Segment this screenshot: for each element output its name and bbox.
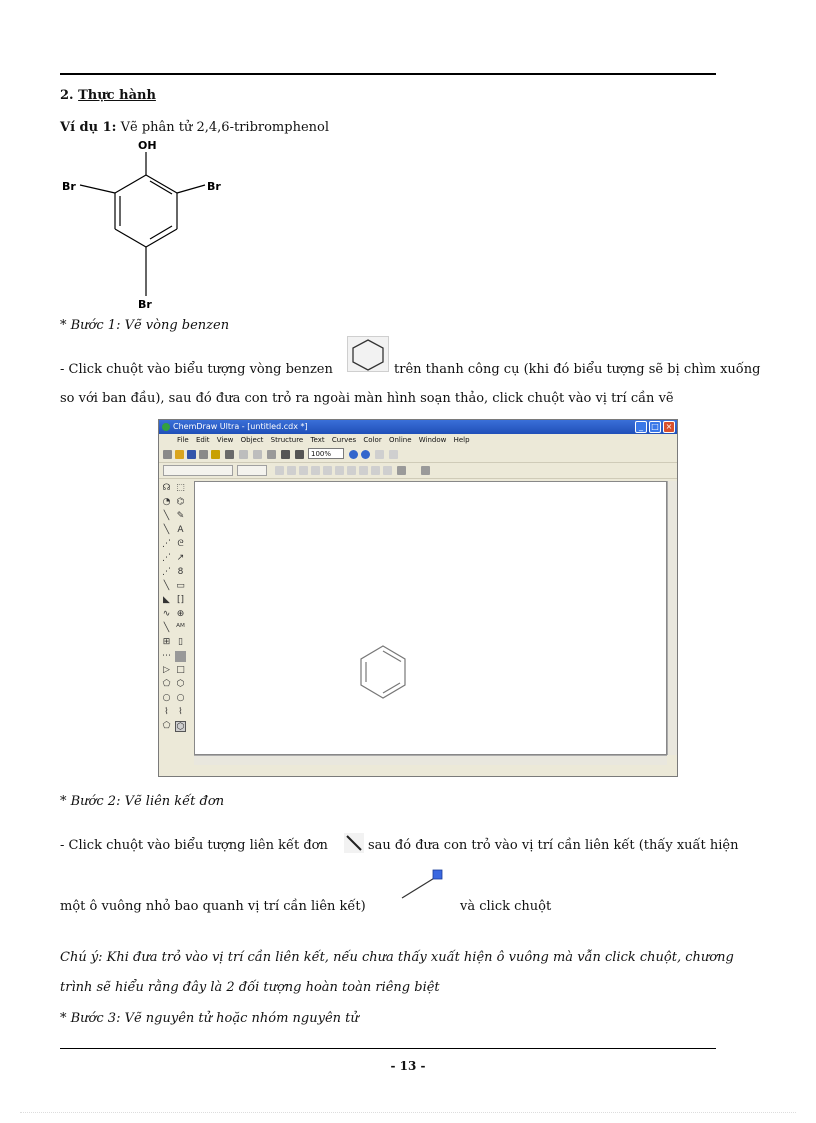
wavy-bond-tool-icon[interactable]: ∿ bbox=[162, 609, 171, 619]
step3-title: * Bước 3: Vẽ nguyên tử hoặc nhóm nguyên tử bbox=[60, 1011, 359, 1026]
pen-tool-icon[interactable]: ᘓ bbox=[177, 539, 184, 549]
query-tool-icon[interactable]: ᴬᴹ bbox=[176, 623, 185, 633]
copy-icon[interactable] bbox=[267, 450, 276, 459]
horizontal-scrollbar[interactable] bbox=[194, 755, 667, 765]
help-icon[interactable] bbox=[211, 450, 220, 459]
footer-rule bbox=[60, 1048, 716, 1049]
mol-br-right-label: Br bbox=[207, 180, 221, 193]
drawing-elements-tool-icon[interactable]: ▭ bbox=[176, 581, 185, 591]
rotate-tool-icon[interactable]: ◔ bbox=[162, 497, 171, 507]
drawing-canvas[interactable] bbox=[194, 481, 667, 755]
template-palette-icon[interactable] bbox=[175, 651, 186, 662]
menu-file[interactable]: File bbox=[177, 436, 189, 444]
step1-text-after: trên thanh công cụ (khi đó biểu tượng sẽ bị chìm xuống bbox=[394, 362, 761, 377]
step2-line2-after: và click chuột bbox=[460, 899, 552, 914]
template-tool-icon[interactable]: ⌬ bbox=[176, 497, 185, 507]
charge-tool-icon[interactable]: ⊕ bbox=[176, 609, 185, 619]
bond-square-demo-icon bbox=[398, 868, 448, 904]
chair-tool-1-icon[interactable]: ⌇ bbox=[164, 707, 169, 717]
vertical-scrollbar[interactable] bbox=[667, 481, 677, 755]
new-doc-icon[interactable] bbox=[163, 450, 172, 459]
benzene-tool-icon[interactable]: ⬡ bbox=[176, 722, 185, 732]
main-toolbar bbox=[159, 447, 677, 463]
bold-bond-tool-icon[interactable]: ╲ bbox=[163, 581, 170, 591]
bold-icon[interactable] bbox=[323, 466, 332, 475]
window-title: ChemDraw Ultra - [untitled.cdx *] bbox=[173, 422, 308, 431]
view-icon[interactable] bbox=[375, 450, 384, 459]
cut-icon[interactable] bbox=[253, 450, 262, 459]
zoom-select[interactable]: 100% bbox=[308, 448, 344, 459]
example-label: Ví dụ 1: bbox=[60, 120, 117, 135]
text-tool-icon[interactable]: A bbox=[177, 525, 184, 535]
open-folder-icon[interactable] bbox=[175, 450, 184, 459]
size-select[interactable] bbox=[237, 465, 267, 476]
step1-line2: so với ban đầu), sau đó đưa con trỏ ra ngoài màn hình soạn thảo, click chuột vào vị trí cần vẽ bbox=[60, 391, 674, 406]
section-number: 2. bbox=[60, 88, 74, 103]
italic-icon[interactable] bbox=[335, 466, 344, 475]
style-icon[interactable] bbox=[421, 466, 430, 475]
menu-online[interactable]: Online bbox=[388, 436, 412, 444]
example-line bbox=[60, 120, 329, 135]
align-center-icon[interactable] bbox=[287, 466, 296, 475]
single-bond-icon bbox=[344, 833, 364, 853]
section-heading bbox=[60, 88, 156, 103]
eraser-tool-icon[interactable]: ✎ bbox=[176, 511, 185, 521]
dashed-bond-tool-icon[interactable]: ⋰ bbox=[162, 539, 171, 549]
menu-text[interactable]: Text bbox=[310, 436, 325, 444]
color-icon[interactable] bbox=[397, 466, 406, 475]
cyclobutane-tool-icon[interactable]: □ bbox=[176, 665, 185, 675]
menu-bar bbox=[159, 434, 677, 446]
chemdraw-app-icon bbox=[162, 423, 170, 431]
step2-line2-before: một ô vuông nhỏ bao quanh vị trí cần liên kết) bbox=[60, 899, 366, 914]
mol-br-left-label: Br bbox=[62, 180, 76, 193]
zoom-in-icon[interactable] bbox=[349, 450, 358, 459]
check-icon[interactable] bbox=[389, 450, 398, 459]
menu-window[interactable]: Window bbox=[418, 436, 447, 444]
cycloheptane-tool-icon[interactable]: ○ bbox=[162, 693, 171, 703]
subscript-icon[interactable] bbox=[359, 466, 368, 475]
example-text: Vẽ phân tử 2,4,6-tribromphenol bbox=[120, 120, 330, 135]
minimize-button[interactable]: _ bbox=[635, 421, 647, 433]
mol-oh-label: OH bbox=[138, 139, 157, 152]
mol-br-bottom-label: Br bbox=[138, 298, 152, 311]
arrow-tool-icon[interactable]: ↗ bbox=[176, 553, 185, 563]
align-left-icon[interactable] bbox=[275, 466, 284, 475]
menu-structure[interactable]: Structure bbox=[270, 436, 304, 444]
paste-icon[interactable] bbox=[281, 450, 290, 459]
undo-icon[interactable] bbox=[225, 450, 234, 459]
step2-text-after: sau đó đưa con trỏ vào vị trí cần liên kết (thấy xuất hiện bbox=[368, 838, 739, 853]
clipboard-icon[interactable] bbox=[295, 450, 304, 459]
page-edge bbox=[20, 1112, 796, 1113]
underline-icon[interactable] bbox=[347, 466, 356, 475]
zoom-out-icon[interactable] bbox=[361, 450, 370, 459]
canvas-benzene-ring bbox=[353, 642, 413, 702]
step2-text-before: - Click chuột vào biểu tượng liên kết đơn bbox=[60, 838, 328, 853]
table-tool-icon[interactable]: ⊞ bbox=[162, 637, 171, 647]
save-icon[interactable] bbox=[187, 450, 196, 459]
cyclopentane-tool-icon[interactable]: ⬠ bbox=[162, 679, 171, 689]
formula-icon[interactable] bbox=[383, 466, 392, 475]
cyclooctane-tool-icon[interactable]: ○ bbox=[176, 693, 185, 703]
menu-object[interactable]: Object bbox=[240, 436, 264, 444]
chair-tool-2-icon[interactable]: ⌇ bbox=[178, 707, 183, 717]
step2-title: * Bước 2: Vẽ liên kết đơn bbox=[60, 794, 225, 809]
menu-curves[interactable]: Curves bbox=[331, 436, 357, 444]
hashed-wedge-tool-icon[interactable]: ⋰ bbox=[162, 567, 171, 577]
lasso-tool-icon[interactable]: ☊ bbox=[162, 483, 171, 493]
menu-help[interactable]: Help bbox=[453, 436, 470, 444]
redo-icon[interactable] bbox=[239, 450, 248, 459]
step1-title: * Bước 1: Vẽ vòng benzen bbox=[60, 318, 230, 333]
single-bond-tool-icon[interactable]: ╲ bbox=[163, 511, 170, 521]
cyclohexane-tool-icon[interactable]: ⬡ bbox=[176, 679, 185, 689]
justify-icon[interactable] bbox=[311, 466, 320, 475]
chemdraw-screenshot bbox=[158, 419, 678, 777]
print-icon[interactable] bbox=[199, 450, 208, 459]
multiple-bond-tool-icon[interactable]: ╲ bbox=[163, 525, 170, 535]
menu-color[interactable]: Color bbox=[363, 436, 382, 444]
close-button[interactable]: × bbox=[663, 421, 675, 433]
orbital-tool-icon[interactable]: 8 bbox=[177, 567, 184, 577]
step1-text-before: - Click chuột vào biểu tượng vòng benzen bbox=[60, 362, 333, 377]
menu-view[interactable]: View bbox=[216, 436, 234, 444]
font-select[interactable] bbox=[163, 465, 233, 476]
bracket-tool-icon[interactable]: [] bbox=[176, 595, 185, 605]
page-number: - 13 - bbox=[390, 1059, 426, 1073]
wedge-bond-tool-icon[interactable]: ◣ bbox=[163, 595, 170, 605]
marquee-tool-icon[interactable]: ⬚ bbox=[176, 483, 185, 493]
note-line2: trình sẽ hiểu rằng đây là 2 đối tượng hoàn toàn riêng biệt bbox=[60, 980, 440, 995]
format-toolbar bbox=[159, 463, 677, 479]
menu-edit[interactable]: Edit bbox=[195, 436, 210, 444]
superscript-icon[interactable] bbox=[371, 466, 380, 475]
hashed-bond-tool-icon[interactable]: ⋰ bbox=[162, 553, 171, 563]
plain-bond-tool-icon[interactable]: ╲ bbox=[163, 623, 170, 633]
benzene-ring-icon bbox=[347, 336, 389, 372]
mol-bonds bbox=[80, 152, 205, 296]
align-right-icon[interactable] bbox=[299, 466, 308, 475]
header-rule bbox=[60, 73, 716, 75]
note-line1: Chú ý: Khi đưa trỏ vào vị trí cần liên kết, nếu chưa thấy xuất hiện ô vuông mà vẫn click chuột, chương bbox=[60, 950, 734, 965]
tlc-tool-icon[interactable]: ▯ bbox=[178, 637, 183, 647]
section-title: Thực hành bbox=[78, 88, 156, 103]
cyclopentadiene-tool-icon[interactable]: ⬠ bbox=[162, 721, 171, 731]
window-titlebar bbox=[159, 420, 677, 434]
chain-tool-icon[interactable]: ⋯ bbox=[162, 651, 171, 661]
tribromophenol-structure bbox=[60, 138, 230, 313]
tool-palette bbox=[161, 483, 191, 743]
maximize-button[interactable]: □ bbox=[649, 421, 661, 433]
cyclopropane-tool-icon[interactable]: ▷ bbox=[163, 665, 170, 675]
